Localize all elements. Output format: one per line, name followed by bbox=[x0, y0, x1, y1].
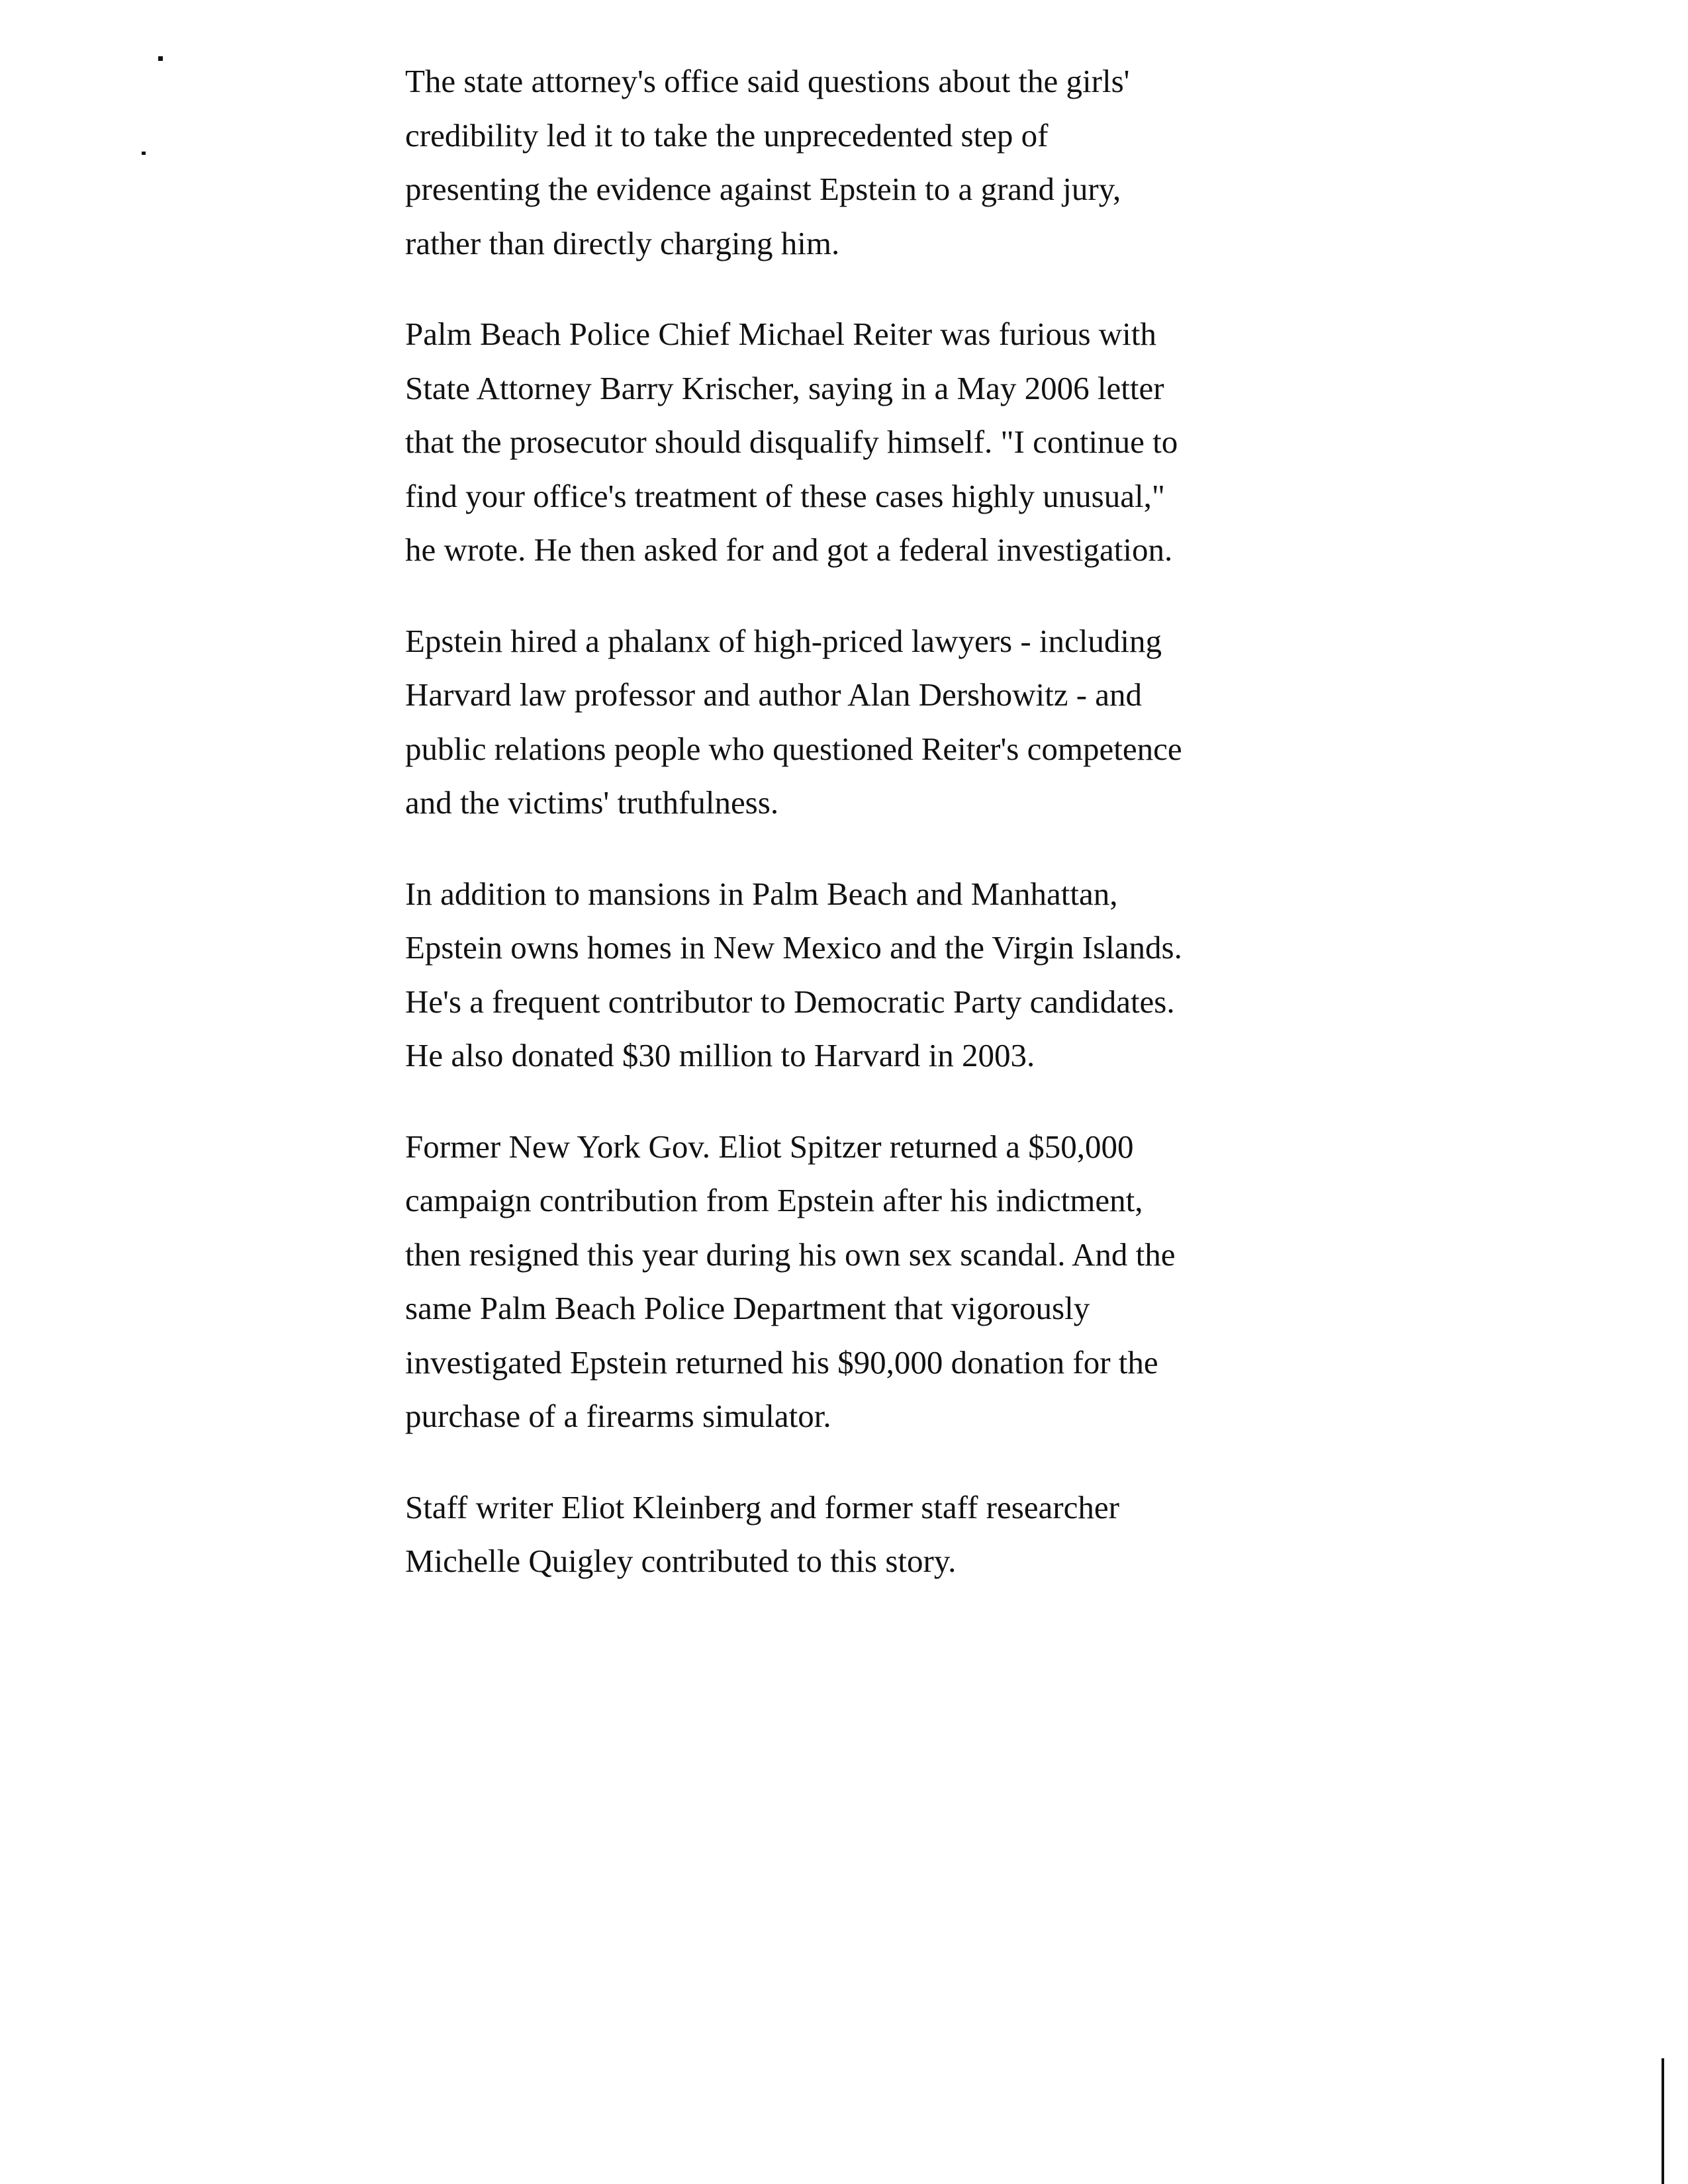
paragraph-lawyers: Epstein hired a phalanx of high-priced lawyers - including Harvard law professor and author Alan Dershowitz - and public relations people who questioned Reiter's competence and the victims' truthfulness. bbox=[405, 622, 1182, 821]
paragraph-reiter-letter: Palm Beach Police Chief Michael Reiter was furious with State Attorney Barry Krischer, saying in a May 2006 letter that the prosecutor should disqualify himself. "I continue to find your office's treatment of these cases highly unusual," he wrote. He then asked for and got a federal investigation. bbox=[405, 316, 1178, 568]
article-body bbox=[405, 54, 1266, 1625]
paragraph-returned-contributions: Former New York Gov. Eliot Spitzer returned a $50,000 campaign contribution from Epstein after his indictment, then resigned this year during his own sex scandal. And the same Palm Beach Police Department that vigorously investigated Epstein returned his $90,000 donation for the purchase of a firearms simulator. bbox=[405, 1128, 1176, 1434]
scan-speck bbox=[142, 152, 146, 155]
paragraph-homes-donations: In addition to mansions in Palm Beach and Manhattan, Epstein owns homes in New Mexico and the Virgin Islands. He's a frequent contributor to Democratic Party candidates. He also donated $30 million to Harvard in 2003. bbox=[405, 875, 1182, 1073]
paragraph-contributors: Staff writer Eliot Kleinberg and former staff researcher Michelle Quigley contributed to this story. bbox=[405, 1488, 1119, 1579]
scan-edge-mark bbox=[1662, 2058, 1664, 2184]
paragraph-credibility: The state attorney's office said questions about the girls' credibility led it to take the unprecedented step of presenting the evidence against Epstein to a grand jury, rather than directly charging him. bbox=[405, 63, 1130, 261]
scan-speck bbox=[158, 56, 163, 61]
